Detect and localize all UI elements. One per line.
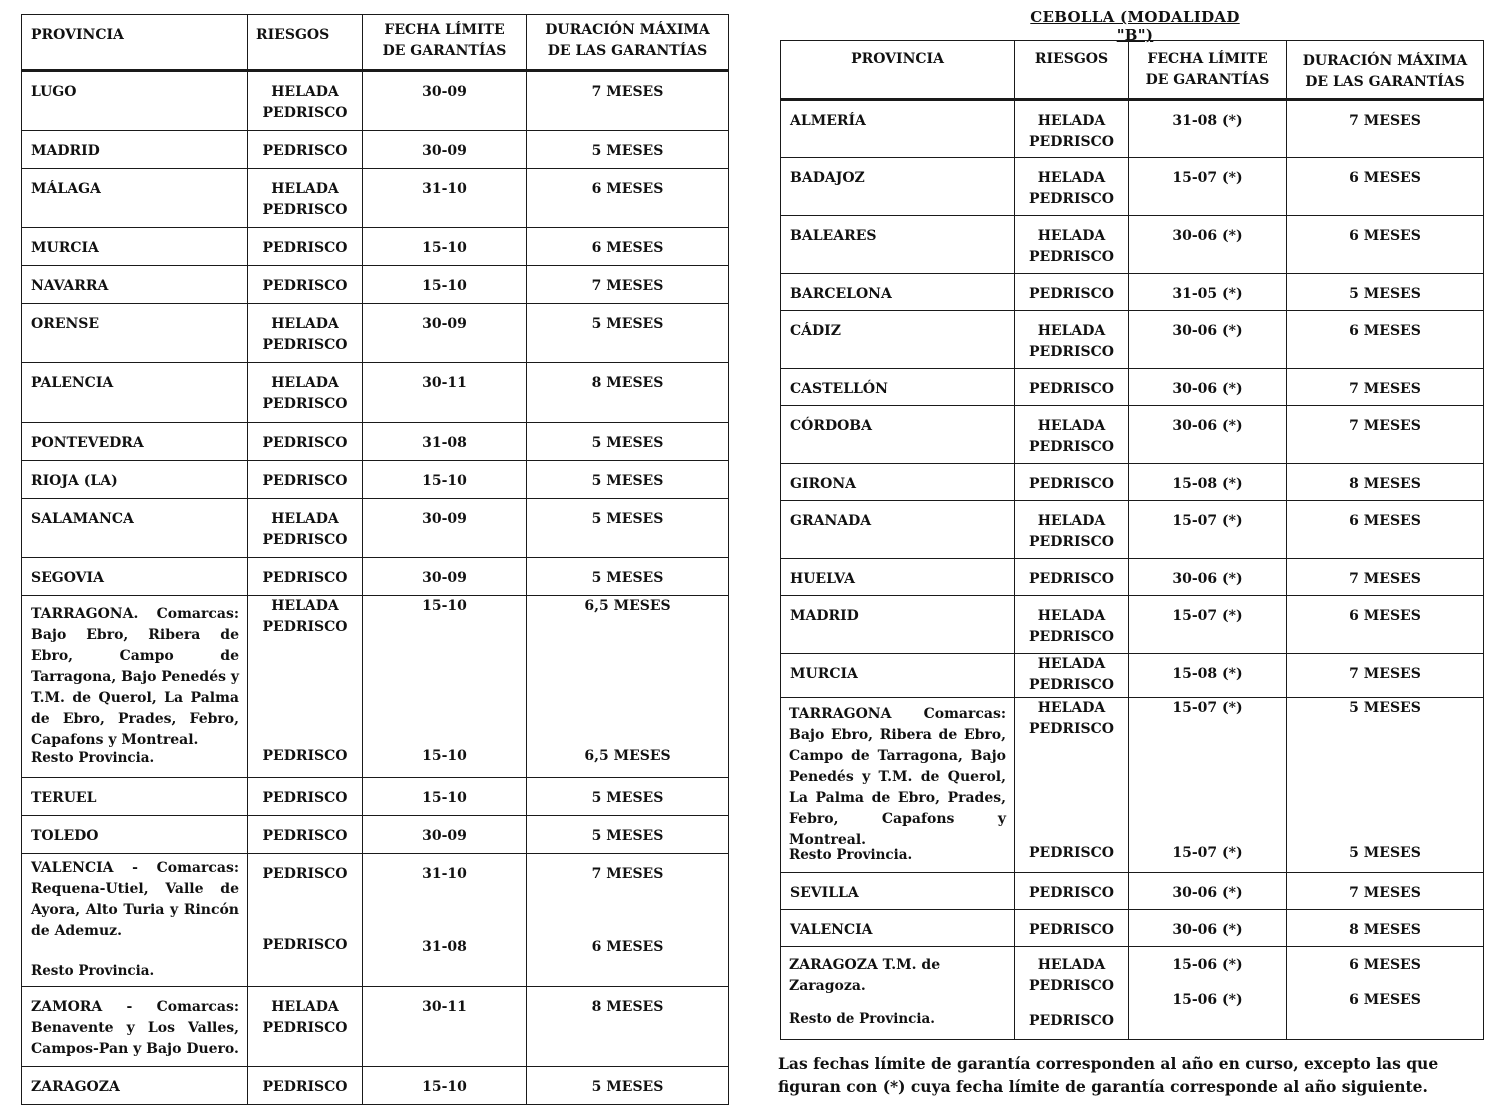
riesgos-cell: HELADA PEDRISCO PEDRISCO	[248, 596, 363, 778]
fecha-cell: 31-05 (*)	[1129, 274, 1287, 311]
table-row	[22, 499, 729, 558]
fecha-cell: 15-07 (*)	[1129, 501, 1287, 559]
riesgos-cell: HELADA PEDRISCO	[248, 363, 363, 423]
riesgos-cell: HELADA PEDRISCO	[1015, 406, 1129, 464]
table-row	[22, 461, 729, 499]
table-title: CEBOLLA (MODALIDAD "B")	[1030, 8, 1240, 44]
provincia-cell: MADRID	[22, 131, 248, 169]
duracion-cell: 8 MESES	[1287, 910, 1484, 947]
provincia-cell: CÓRDOBA	[781, 406, 1015, 464]
table-row	[781, 559, 1484, 596]
riesgos-cell: HELADA PEDRISCO	[1015, 100, 1129, 158]
duracion-cell: 6 MESES	[527, 169, 729, 228]
fecha-cell: 30-06 (*)	[1129, 311, 1287, 369]
provincia-cell: MÁLAGA	[22, 169, 248, 228]
table-row	[781, 311, 1484, 369]
fecha-cell: 15-08 (*)	[1129, 654, 1287, 698]
duracion-cell: 5 MESES	[527, 778, 729, 816]
right-header-row	[781, 41, 1484, 100]
duracion-cell: 6 MESES	[1287, 311, 1484, 369]
riesgos-cell: PEDRISCO	[248, 816, 363, 854]
riesgos-cell: PEDRISCO	[1015, 873, 1129, 910]
riesgos-cell: HELADA PEDRISCO	[248, 304, 363, 363]
fecha-cell: 30-06 (*)	[1129, 910, 1287, 947]
table-row	[22, 1067, 729, 1105]
provincia-cell	[22, 854, 248, 987]
provincia-cell: GIRONA	[781, 464, 1015, 501]
fecha-cell: 30-11	[363, 363, 527, 423]
duracion-cell: 5 MESES	[527, 304, 729, 363]
resto-provincia-label: Resto Provincia.	[31, 963, 155, 979]
riesgos-cell: PEDRISCO	[248, 461, 363, 499]
riesgos-cell: PEDRISCO	[248, 228, 363, 266]
provincia-cell	[781, 698, 1015, 873]
table-row	[781, 100, 1484, 158]
riesgos-cell: HELADA PEDRISCO	[1015, 654, 1129, 698]
table-row	[781, 698, 1484, 873]
table-row	[22, 228, 729, 266]
provincia-cell: MURCIA	[22, 228, 248, 266]
table-row	[22, 816, 729, 854]
comarcas-text: TARRAGONA Comarcas: Bajo Ebro, Ribera de Ebro, Campo de Tarragona, Bajo Penedés y T.M. de Querol, La Palma de Ebro, Prades, Febro, Capafons y Montreal.	[789, 706, 1006, 848]
right-table	[780, 40, 1484, 1040]
riesgos-cell: PEDRISCO	[1015, 910, 1129, 947]
table-row	[22, 131, 729, 169]
provincia-cell: ZAMORA - Comarcas: Benavente y Los Valles, Campos-Pan y Bajo Duero.	[22, 987, 248, 1067]
header-riesgos: RIESGOS	[1015, 41, 1129, 100]
fecha-cell: 15-06 (*) 15-06 (*)	[1129, 947, 1287, 1040]
duracion-cell: 7 MESES	[527, 71, 729, 131]
provincia-cell: HUELVA	[781, 559, 1015, 596]
table-row	[22, 266, 729, 304]
table-row	[781, 910, 1484, 947]
duracion-cell: 5 MESES	[527, 461, 729, 499]
duracion-cell: 6,5 MESES 6,5 MESES	[527, 596, 729, 778]
riesgos-cell: PEDRISCO	[1015, 369, 1129, 406]
provincia-cell: SEVILLA	[781, 873, 1015, 910]
fecha-cell: 15-10	[363, 1067, 527, 1105]
provincia-cell: TOLEDO	[22, 816, 248, 854]
fecha-cell: 30-09	[363, 558, 527, 596]
duracion-cell: 5 MESES	[527, 423, 729, 461]
provincia-cell: CASTELLÓN	[781, 369, 1015, 406]
table-row	[22, 558, 729, 596]
table-row	[781, 158, 1484, 216]
duracion-cell: 5 MESES	[527, 1067, 729, 1105]
provincia-cell: ORENSE	[22, 304, 248, 363]
fecha-cell: 30-09	[363, 71, 527, 131]
riesgos-cell: HELADA PEDRISCO	[248, 499, 363, 558]
header-fecha: FECHA LÍMITE DE GARANTÍAS	[1129, 41, 1287, 100]
header-provincia: PROVINCIA	[781, 41, 1015, 100]
fecha-cell: 30-06 (*)	[1129, 216, 1287, 274]
duracion-cell: 6 MESES	[1287, 216, 1484, 274]
provincia-cell: SALAMANCA	[22, 499, 248, 558]
provincia-cell: GRANADA	[781, 501, 1015, 559]
fecha-cell: 30-06 (*)	[1129, 559, 1287, 596]
table-row	[781, 501, 1484, 559]
duracion-cell: 5 MESES	[527, 131, 729, 169]
table-row	[781, 216, 1484, 274]
fecha-cell: 15-10	[363, 266, 527, 304]
table-row	[781, 873, 1484, 910]
duracion-cell: 5 MESES	[527, 816, 729, 854]
fecha-cell: 30-06 (*)	[1129, 406, 1287, 464]
header-provincia: PROVINCIA	[22, 15, 248, 71]
duracion-cell: 5 MESES 5 MESES	[1287, 698, 1484, 873]
table-row	[781, 596, 1484, 654]
fecha-cell: 31-08	[363, 423, 527, 461]
riesgos-cell: HELADA PEDRISCO	[1015, 158, 1129, 216]
riesgos-cell: PEDRISCO	[1015, 274, 1129, 311]
provincia-cell: BALEARES	[781, 216, 1015, 274]
fecha-cell: 15-07 (*)	[1129, 158, 1287, 216]
duracion-cell: 6 MESES 6 MESES	[1287, 947, 1484, 1040]
riesgos-cell: HELADA PEDRISCO	[248, 71, 363, 131]
header-duracion: DURACIÓN MÁXIMA DE LAS GARANTÍAS	[1287, 41, 1484, 100]
comarcas-text: TARRAGONA. Comarcas: Bajo Ebro, Ribera de Ebro, Campo de Tarragona, Bajo Penedés y T.M. de Querol, La Palma de Ebro, Prades, Febro, Capafons y Montreal.	[31, 606, 240, 748]
header-fecha: FECHA LÍMITE DE GARANTÍAS	[363, 15, 527, 71]
fecha-cell: 15-08 (*)	[1129, 464, 1287, 501]
riesgos-cell: PEDRISCO	[1015, 464, 1129, 501]
riesgos-cell: HELADA PEDRISCO	[1015, 311, 1129, 369]
riesgos-cell: HELADA PEDRISCO	[1015, 501, 1129, 559]
duracion-cell: 8 MESES	[527, 363, 729, 423]
riesgos-cell: HELADA PEDRISCO	[248, 987, 363, 1067]
fecha-cell: 15-10 15-10	[363, 596, 527, 778]
provincia-cell: ALMERÍA	[781, 100, 1015, 158]
fecha-cell: 15-07 (*) 15-07 (*)	[1129, 698, 1287, 873]
table-row	[22, 987, 729, 1067]
duracion-cell: 7 MESES	[527, 266, 729, 304]
table-row	[22, 778, 729, 816]
provincia-cell	[781, 947, 1015, 1040]
table-row	[781, 464, 1484, 501]
table-row	[22, 596, 729, 778]
riesgos-cell: HELADA PEDRISCO PEDRISCO	[1015, 698, 1129, 873]
provincia-cell: MADRID	[781, 596, 1015, 654]
resto-provincia-label: Resto de Provincia.	[789, 1011, 935, 1027]
riesgos-cell: PEDRISCO	[248, 266, 363, 304]
fecha-cell: 15-10	[363, 461, 527, 499]
riesgos-cell: PEDRISCO	[1015, 559, 1129, 596]
table-row	[22, 71, 729, 131]
duracion-cell: 5 MESES	[527, 558, 729, 596]
duracion-cell: 6 MESES	[1287, 158, 1484, 216]
duracion-cell: 7 MESES	[1287, 654, 1484, 698]
table-row	[22, 854, 729, 987]
duracion-cell: 6 MESES	[1287, 501, 1484, 559]
riesgos-cell: PEDRISCO	[248, 1067, 363, 1105]
riesgos-cell: PEDRISCO	[248, 558, 363, 596]
provincia-cell: CÁDIZ	[781, 311, 1015, 369]
duracion-cell: 8 MESES	[527, 987, 729, 1067]
fecha-cell: 31-10	[363, 169, 527, 228]
fecha-cell: 15-10	[363, 228, 527, 266]
riesgos-cell: PEDRISCO PEDRISCO	[248, 854, 363, 987]
duracion-cell: 7 MESES	[1287, 873, 1484, 910]
provincia-cell: MURCIA	[781, 654, 1015, 698]
provincia-cell: TERUEL	[22, 778, 248, 816]
left-table	[21, 14, 729, 1105]
table-row	[781, 654, 1484, 698]
zaragoza-tm-label: ZARAGOZA T.M. de Zaragoza.	[789, 957, 941, 994]
duracion-cell: 7 MESES	[1287, 559, 1484, 596]
provincia-cell: BADAJOZ	[781, 158, 1015, 216]
provincia-cell: VALENCIA	[781, 910, 1015, 947]
duracion-cell: 5 MESES	[527, 499, 729, 558]
duracion-cell: 6 MESES	[1287, 596, 1484, 654]
fecha-cell: 31-10 31-08	[363, 854, 527, 987]
table-row	[22, 304, 729, 363]
riesgos-cell: PEDRISCO	[248, 131, 363, 169]
footnote: Las fechas límite de garantía corresponden al año en curso, excepto las que figuran con (*) cuya fecha límite de garantía corresponde al año siguiente.	[778, 1054, 1439, 1096]
provincia-cell: LUGO	[22, 71, 248, 131]
header-riesgos: RIESGOS	[248, 15, 363, 71]
resto-provincia-label: Resto Provincia.	[789, 847, 913, 863]
header-duracion: DURACIÓN MÁXIMA DE LAS GARANTÍAS	[527, 15, 729, 71]
fecha-cell: 30-06 (*)	[1129, 369, 1287, 406]
table-row	[22, 423, 729, 461]
table-row	[22, 363, 729, 423]
provincia-cell: PALENCIA	[22, 363, 248, 423]
fecha-cell: 15-10	[363, 778, 527, 816]
duracion-cell: 7 MESES	[1287, 100, 1484, 158]
provincia-cell: ZARAGOZA	[22, 1067, 248, 1105]
duracion-cell: 7 MESES	[1287, 406, 1484, 464]
provincia-cell: NAVARRA	[22, 266, 248, 304]
table-row	[22, 169, 729, 228]
table-row	[781, 947, 1484, 1040]
table-row	[781, 406, 1484, 464]
riesgos-cell: PEDRISCO	[248, 423, 363, 461]
duracion-cell: 6 MESES	[527, 228, 729, 266]
duracion-cell: 5 MESES	[1287, 274, 1484, 311]
provincia-cell: RIOJA (LA)	[22, 461, 248, 499]
riesgos-cell: HELADA PEDRISCO PEDRISCO	[1015, 947, 1129, 1040]
fecha-cell: 30-09	[363, 131, 527, 169]
duracion-cell: 7 MESES 6 MESES	[527, 854, 729, 987]
fecha-cell: 30-09	[363, 499, 527, 558]
provincia-cell: SEGOVIA	[22, 558, 248, 596]
fecha-cell: 30-09	[363, 304, 527, 363]
fecha-cell: 30-09	[363, 816, 527, 854]
riesgos-cell: HELADA PEDRISCO	[248, 169, 363, 228]
comarcas-text: VALENCIA - Comarcas: Requena-Utiel, Valle de Ayora, Alto Turia y Rincón de Ademuz.	[31, 860, 239, 939]
riesgos-cell: PEDRISCO	[248, 778, 363, 816]
left-header-row	[22, 15, 729, 71]
provincia-cell: PONTEVEDRA	[22, 423, 248, 461]
fecha-cell: 30-11	[363, 987, 527, 1067]
duracion-cell: 7 MESES	[1287, 369, 1484, 406]
resto-provincia-label: Resto Provincia.	[31, 750, 155, 766]
duracion-cell: 8 MESES	[1287, 464, 1484, 501]
table-row	[781, 369, 1484, 406]
fecha-cell: 31-08 (*)	[1129, 100, 1287, 158]
table-row	[781, 274, 1484, 311]
riesgos-cell: HELADA PEDRISCO	[1015, 216, 1129, 274]
riesgos-cell: HELADA PEDRISCO	[1015, 596, 1129, 654]
provincia-cell: BARCELONA	[781, 274, 1015, 311]
fecha-cell: 15-07 (*)	[1129, 596, 1287, 654]
provincia-cell	[22, 596, 248, 778]
fecha-cell: 30-06 (*)	[1129, 873, 1287, 910]
